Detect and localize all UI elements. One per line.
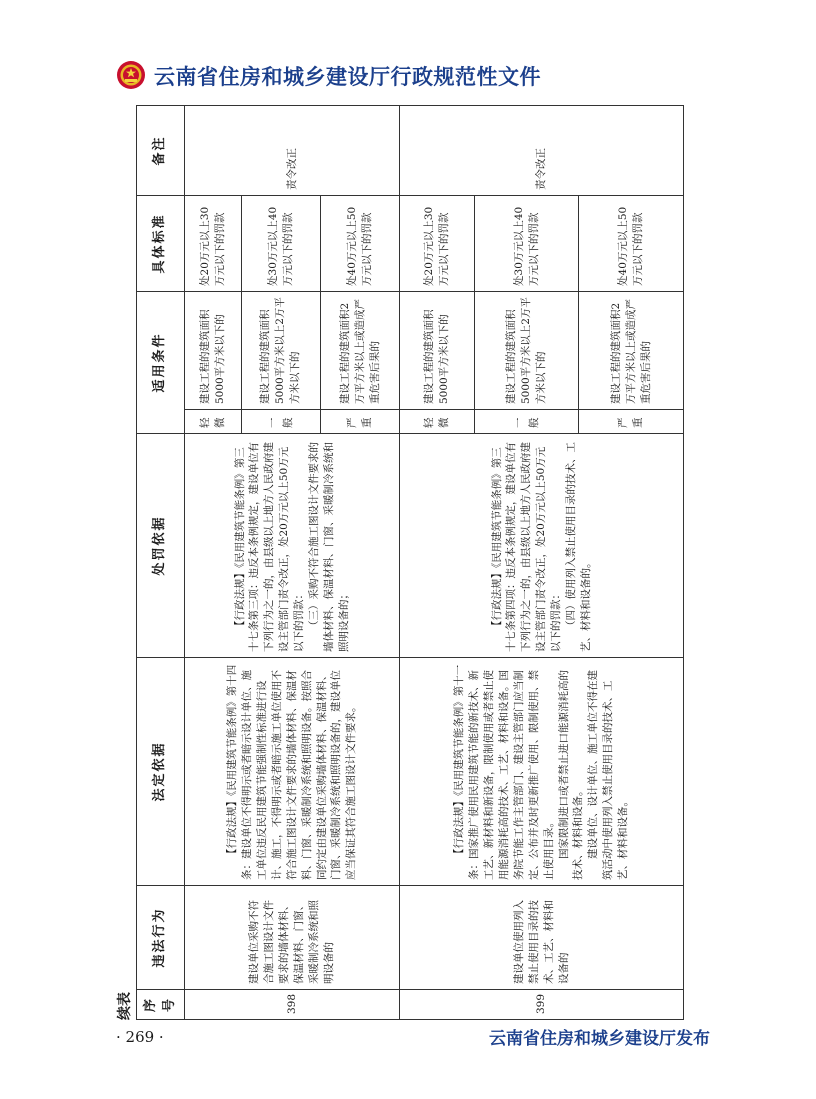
rotated-table-region (114, 106, 684, 1020)
remark-cell: 责令改正 (400, 105, 684, 195)
row-no: 399 (400, 990, 684, 1020)
header-standard: 具体标准 (137, 195, 185, 291)
publisher-footer: 云南省住房和城乡建设厅发布 (489, 1029, 710, 1049)
row-penalty-basis (400, 434, 684, 658)
header-no: 序号 (137, 990, 185, 1020)
standard-cell: 处20万元以上30万元以下的罚款 (185, 195, 242, 291)
standard-cell: 处30万元以上40万元以下的罚款 (474, 195, 579, 291)
remark-cell: 责令改正 (185, 105, 400, 195)
page-header (116, 60, 716, 92)
row-no: 398 (185, 990, 400, 1020)
condition-cell: 建设工程的建筑面积5000平方米以上2万平方米以下的 (474, 291, 579, 409)
legal-basis-text: 国家限制进口或者禁止进口能源消耗高的技术、材料和设备。 (557, 670, 585, 880)
severity-level: 一般 (241, 410, 320, 434)
header-remark: 备注 (137, 105, 185, 195)
legal-basis-text: 【行政法规】《民用建筑节能条例》第十一条：国家推广使用民用建筑节能的新技术、新工艺、新材料和新设备，限制使用或者禁止使用能源消耗高的技术、工艺、材料和设备。国务院节能工作主管部门、建设主管部门应当制定、公布并及时更新推广使用、限制使用、禁止使用目录。 (453, 664, 555, 880)
header-legal-basis: 法定依据 (137, 658, 185, 886)
row-behavior: 建设单位使用列入禁止使用目录的技术、工艺、材料和设备的 (400, 886, 684, 990)
table-row (400, 105, 474, 1019)
penalty-basis-text: （三）采购不符合施工图设计文件要求的墙体材料、保温材料、门窗、采暖制冷系统和照明设备的； (308, 442, 350, 652)
penalty-basis-text: 【行政法规】《民用建筑节能条例》第三十七条第四项：违反本条例规定，建设单位有下列行为之一的，由县级以上地方人民政府建设主管部门责令改正，处20万元以上50万元以下的罚款： (490, 442, 563, 652)
severity-level: 严重 (320, 410, 399, 434)
row-behavior: 建设单位采购不符合施工图设计文件要求的墙体材料、保温材料、门窗、采暖制冷系统和照明设备的 (185, 886, 400, 990)
row-penalty-basis (185, 434, 400, 658)
table-row (185, 105, 242, 1019)
standard-cell: 处40万元以上50万元以下的罚款 (320, 195, 399, 291)
header-penalty-basis: 处罚依据 (137, 434, 185, 658)
standard-cell: 处20万元以上30万元以下的罚款 (400, 195, 474, 291)
table-header-row (137, 105, 185, 1019)
legal-basis-text: 建设单位、设计单位、施工单位不得在建筑活动中使用列入禁止使用目录的技术、工艺、材料和设备。 (587, 670, 630, 880)
penalty-standard-table (136, 105, 684, 1020)
header-behavior: 违法行为 (137, 886, 185, 990)
condition-cell: 建设工程的建筑面积2万平方米以上或造成严重危害后果的 (579, 291, 684, 409)
severity-level: 严重 (579, 410, 684, 434)
condition-cell: 建设工程的建筑面积5000平方米以上2万平方米以下的 (241, 291, 320, 409)
standard-cell: 处40万元以上50万元以下的罚款 (579, 195, 684, 291)
severity-level: 轻微 (185, 410, 242, 434)
condition-cell: 建设工程的建筑面积2万平方米以上或造成严重危害后果的 (320, 291, 399, 409)
standard-cell: 处30万元以上40万元以下的罚款 (241, 195, 320, 291)
national-emblem-icon (116, 60, 146, 90)
document-series-title: 云南省住房和城乡建设厅行政规范性文件 (154, 65, 541, 89)
page-number: · 269 · (116, 1028, 164, 1046)
penalty-basis-text: （四）使用列入禁止使用目录的技术、工艺、材料和设备的。 (565, 442, 592, 652)
continued-table-label: 续表 (117, 992, 133, 1020)
condition-cell: 建设工程的建筑面积5000平方米以下的 (185, 291, 242, 409)
row-legal-basis (400, 658, 684, 886)
legal-basis-text: 【行政法规】《民用建筑节能条例》第十四条：建设单位不得明示或者暗示设计单位、施工单位违反民用建筑节能强制性标准进行设计、施工，不得明示或者暗示施工单位使用不符合施工图设计文件要求的墙体材料、保温材料、门窗、采暖制冷系统和照明设备。按照合同约定由建设单位采购墙体材料、保温材料、门窗、采暖制冷系统和照明设备的，建设单位应当保证其符合施工图设计文件要求。 (226, 664, 358, 880)
row-legal-basis (185, 658, 400, 886)
severity-level: 一般 (474, 410, 579, 434)
severity-level: 轻微 (400, 410, 474, 434)
condition-cell: 建设工程的建筑面积5000平方米以下的 (400, 291, 474, 409)
header-condition: 适用条件 (137, 291, 185, 433)
penalty-basis-text: 【行政法规】《民用建筑节能条例》第三十七条第三项：违反本条例规定，建设单位有下列行为之一的，由县级以上地方人民政府建设主管部门责令改正，处20万元以上50万元以下的罚款： (233, 442, 306, 652)
